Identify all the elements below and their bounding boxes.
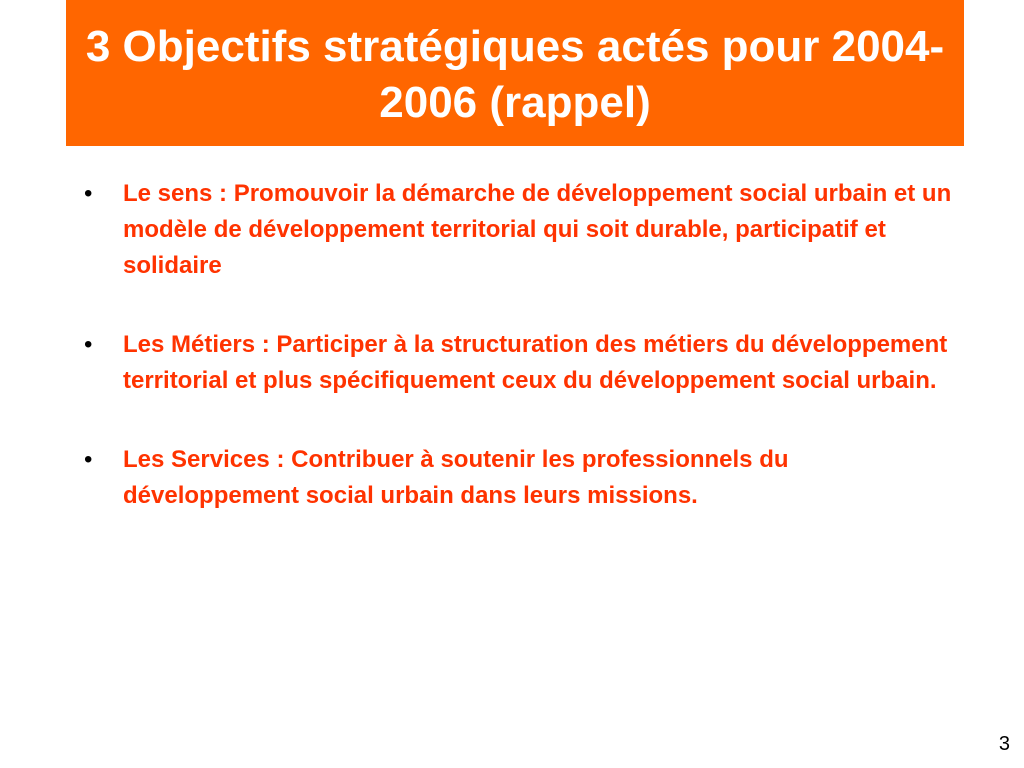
bullet-item-services [84, 442, 954, 514]
bullet-icon: • [84, 180, 93, 207]
bullet-text: Le sens : Promouvoir la démarche de développement social urbain et un modèle de développement territorial qui soit durable, participatif et solidaire [123, 180, 952, 279]
title-bar [66, 0, 964, 146]
bullet-icon: • [84, 446, 93, 473]
slide-title: 3 Objectifs stratégiques actés pour 2004-2006 (rappel) [85, 22, 945, 127]
bullet-item-sens [84, 176, 954, 284]
bullet-text: Les Services : Contribuer à soutenir les professionnels du développement social urbain dans leurs missions. [123, 446, 789, 509]
bullet-item-metiers [84, 327, 954, 399]
page-number: 3 [998, 733, 1010, 755]
bullet-list [84, 176, 954, 557]
bullet-icon: • [84, 331, 93, 358]
bullet-text: Les Métiers : Participer à la structuration des métiers du développement territorial et plus spécifiquement ceux du développement social urbain. [123, 331, 948, 394]
